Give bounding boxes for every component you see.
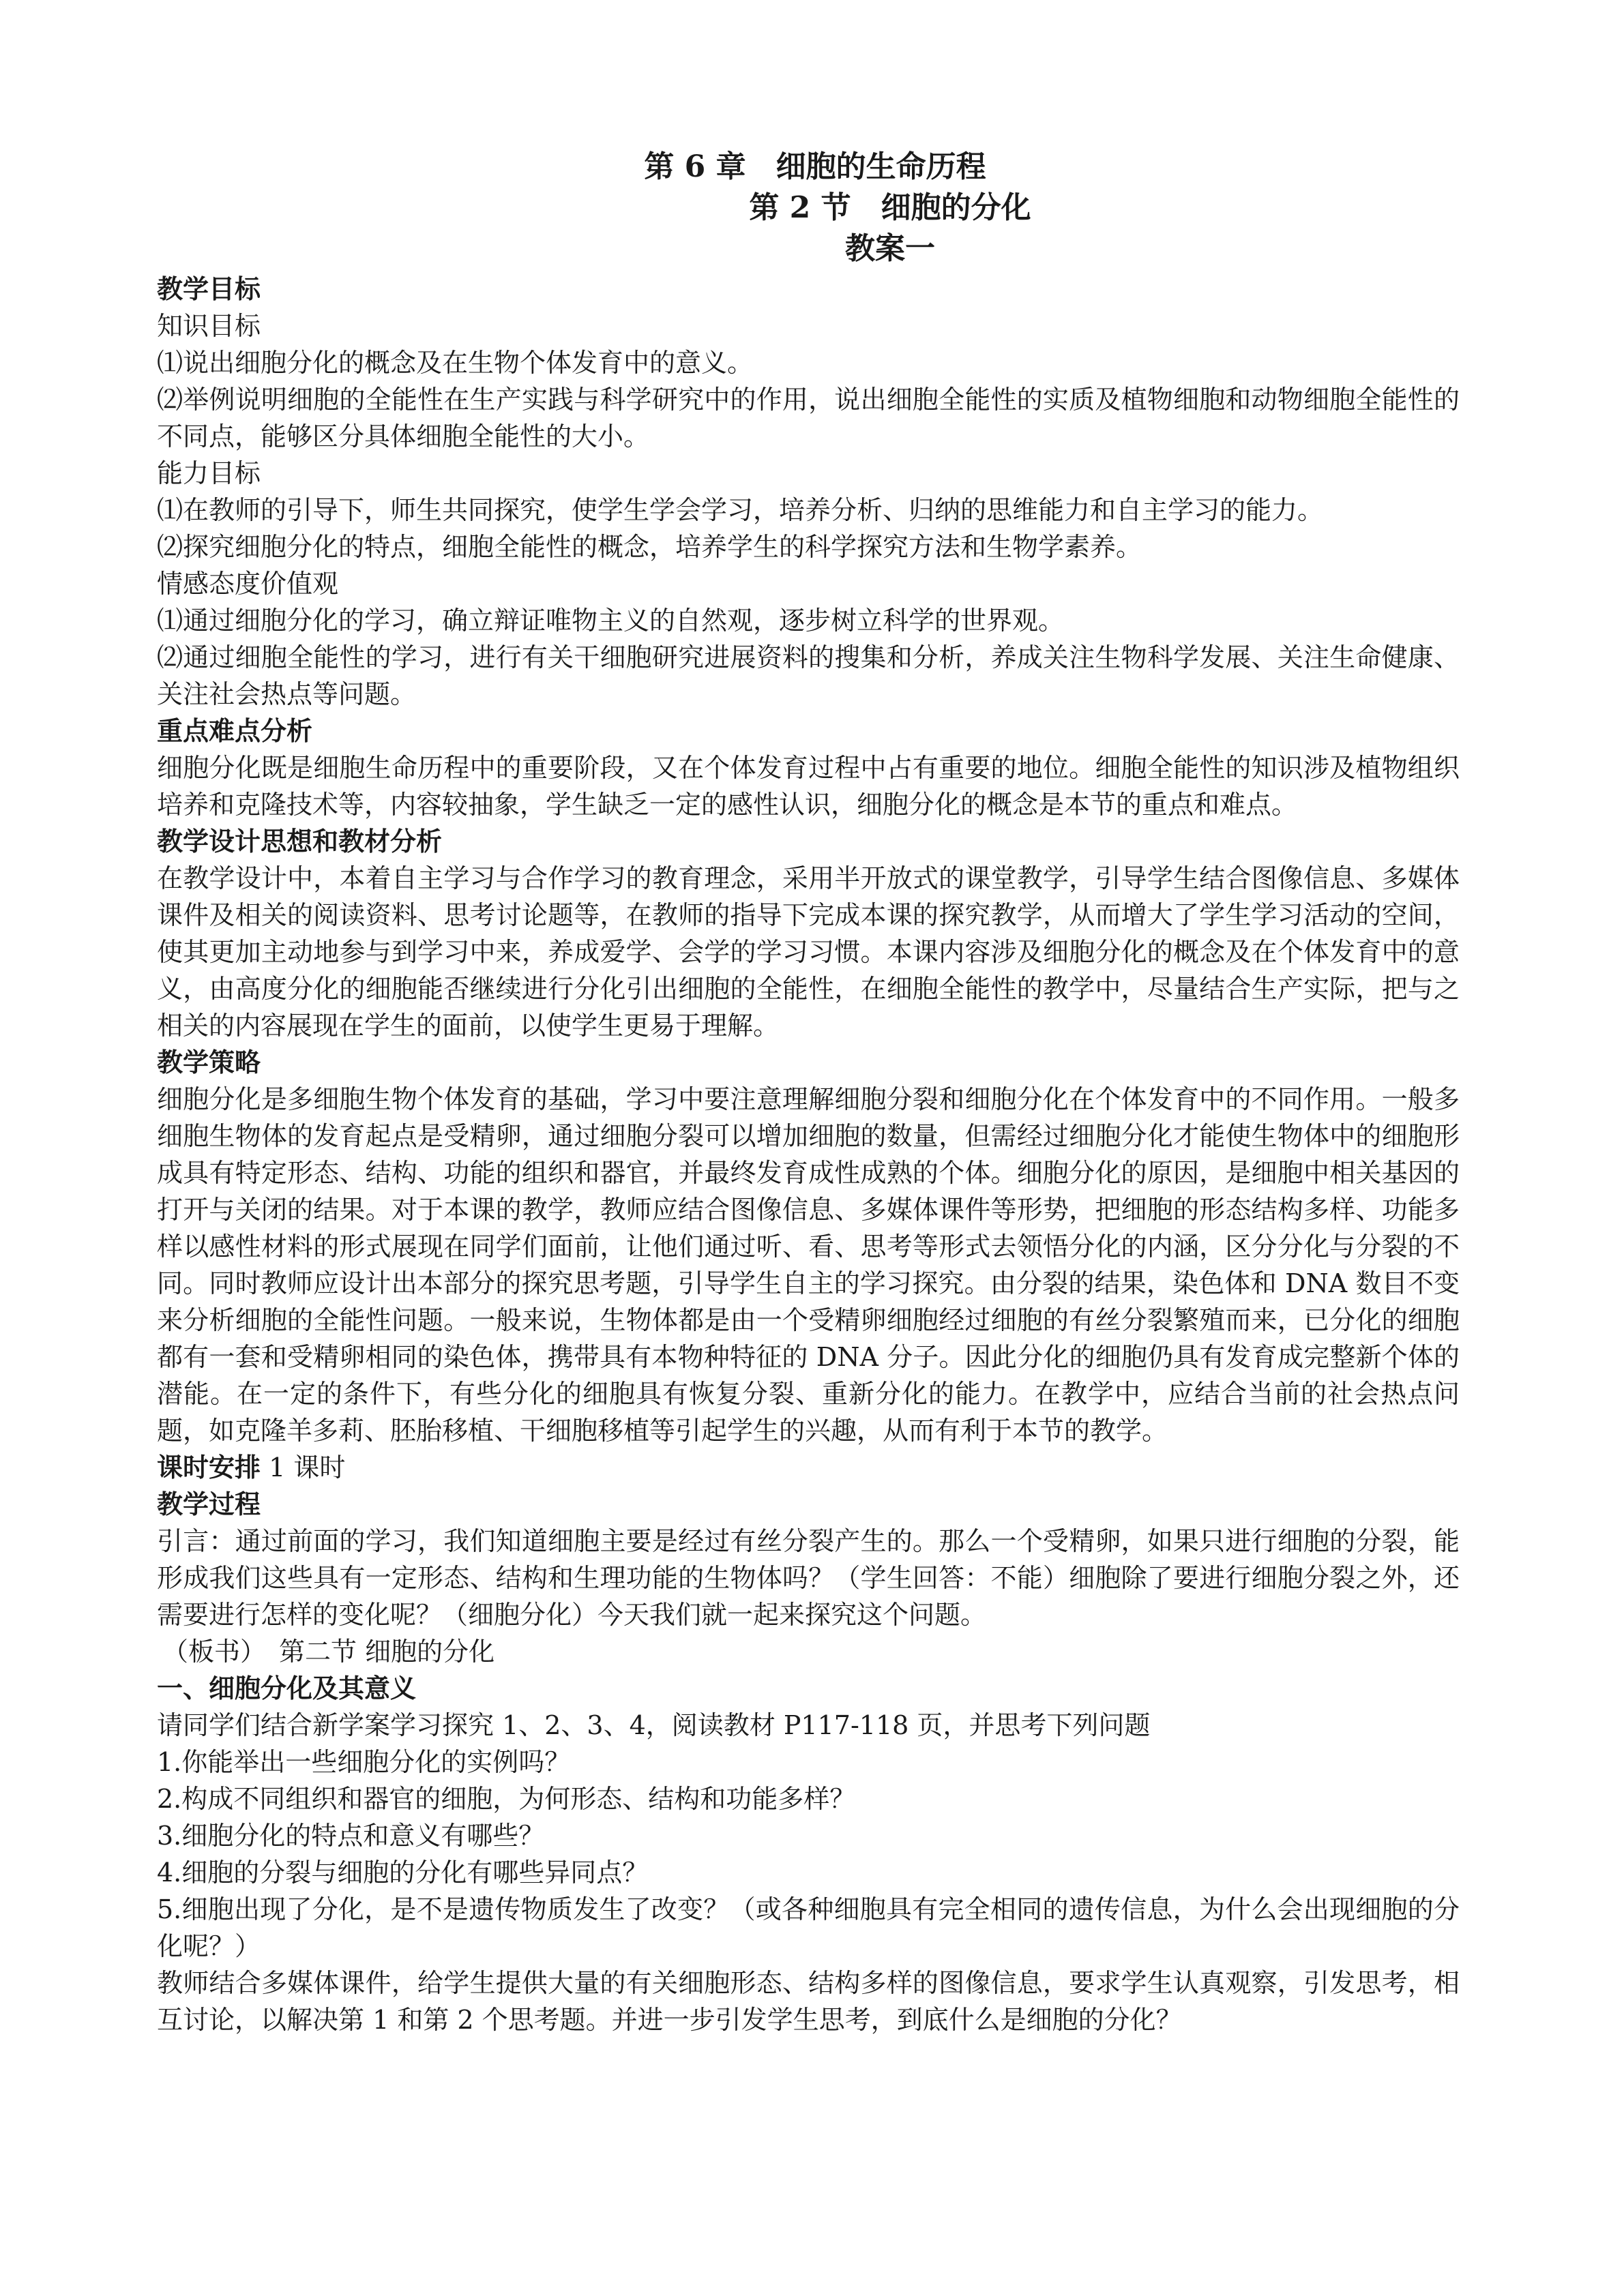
- knowledge-goal-item: ⑵举例说明细胞的全能性在生产实践与科学研究中的作用，说出细胞全能性的实质及植物细胞和动物细胞全能性的不同点，能够区分具体细胞全能性的大小。: [157, 385, 1460, 451]
- key-points-text: 细胞分化既是细胞生命历程中的重要阶段，又在个体发育过程中占有重要的地位。细胞全能性的知识涉及植物组织培养和克隆技术等，内容较抽象，学生缺乏一定的感性认识，细胞分化的概念是本节的重点和难点。: [157, 753, 1460, 820]
- knowledge-goal-item: ⑴说出细胞分化的概念及在生物个体发育中的意义。: [157, 348, 754, 378]
- process-intro: 引言：通过前面的学习，我们知道细胞主要是经过有丝分裂产生的。那么一个受精卵，如果只进行细胞的分裂，能形成我们这些具有一定形态、结构和生理功能的生物体吗？（学生回答：不能）细胞除了要进行细胞分裂之外，还需要进行怎样的变化呢？（细胞分化）今天我们就一起来探究这个问题。: [157, 1526, 1460, 1630]
- question-item: 5.细胞出现了分化，是不是遗传物质发生了改变？（或各种细胞具有完全相同的遗传信息，为什么会出现细胞的分化呢？）: [157, 1894, 1460, 1961]
- board-writing: （板书） 第二节 细胞的分化: [162, 1637, 495, 1667]
- ability-goal-item: ⑵探究细胞分化的特点，细胞全能性的概念，培养学生的科学探究方法和生物学素养。: [157, 532, 1142, 562]
- chapter-title: 第 6 章 细胞的生命历程: [644, 149, 986, 184]
- question-item: 1.你能举出一些细胞分化的实例吗？: [157, 1747, 571, 1777]
- emotion-goal-item: ⑴通过细胞分化的学习，确立辩证唯物主义的自然观，逐步树立科学的世界观。: [157, 606, 1065, 636]
- schedule-heading: 课时安排: [157, 1452, 261, 1482]
- process-heading: 教学过程: [157, 1489, 261, 1519]
- strategy-heading: 教学策略: [157, 1047, 261, 1077]
- emotion-goals-label: 情感态度价值观: [157, 569, 339, 599]
- ability-goals-label: 能力目标: [157, 458, 261, 488]
- part1-lead: 请同学们结合新学案学习探究 1、2、3、4，阅读教材 P117-118 页，并思考下列问题: [157, 1710, 1151, 1740]
- question-item: 4.细胞的分裂与细胞的分化有哪些异同点？: [157, 1858, 649, 1888]
- design-text: 在教学设计中，本着自主学习与合作学习的教育理念，采用半开放式的课堂教学，引导学生结合图像信息、多媒体课件及相关的阅读资料、思考讨论题等，在教师的指导下完成本课的探究教学，从而增大了学生学习活动的空间，使其更加主动地参与到学习中来，养成爱学、会学的学习习惯。本课内容涉及细胞分化的概念及在个体发育中的意义，由高度分化的细胞能否继续进行分化引出细胞的全能性，在细胞全能性的教学中，尽量结合生产实际，把与之相关的内容展现在学生的面前，以使学生更易于理解。: [157, 863, 1460, 1041]
- design-heading: 教学设计思想和教材分析: [157, 826, 443, 856]
- teaching-goals-heading: 教学目标: [157, 273, 261, 304]
- strategy-text: 细胞分化是多细胞生物个体发育的基础，学习中要注意理解细胞分裂和细胞分化在个体发育中的不同作用。一般多细胞生物体的发育起点是受精卵，通过细胞分裂可以增加细胞的数量，但需经过细胞分化才能使生物体中的细胞形成具有特定形态、结构、功能的组织和器官，并最终发育成性成熟的个体。细胞分化的原因，是细胞中相关基因的打开与关闭的结果。对于本课的教学，教师应结合图像信息、多媒体课件等形势，把细胞的形态结构多样、功能多样以感性材料的形式展现在同学们面前，让他们通过听、看、思考等形式去领悟分化的内涵，区分分化与分裂的不同。同时教师应设计出本部分的探究思考题，引导学生自主的学习探究。由分裂的结果，染色体和 DNA 数目不变来分析细胞的全能性问题。一般来说，生物体都是由一个受精卵细胞经过细胞的有丝分裂繁殖而来，已分化的细胞都有一套和受精卵相同的染色体，携带具有本物种特征的 DNA 分子。因此分化的细胞仍具有发育成完整新个体的潜能。在一定的条件下，有些分化的细胞具有恢复分裂、重新分化的能力。在教学中，应结合当前的社会热点问题，如克隆羊多莉、胚胎移植、干细胞移植等引起学生的兴趣，从而有利于本节的教学。: [157, 1084, 1460, 1446]
- document-page: [157, 147, 1460, 2038]
- part1-heading: 一、细胞分化及其意义: [157, 1673, 417, 1703]
- emotion-goal-item: ⑵通过细胞全能性的学习，进行有关干细胞研究进展资料的搜集和分析，养成关注生物科学发展、关注生命健康、关注社会热点等问题。: [157, 642, 1460, 709]
- process-closing: 教师结合多媒体课件，给学生提供大量的有关细胞形态、结构多样的图像信息，要求学生认真观察，引发思考，相互讨论，以解决第 1 和第 2 个思考题。并进一步引发学生思考，到底什么是细胞的分化？: [157, 1968, 1460, 2035]
- question-item: 2.构成不同组织和器官的细胞，为何形态、结构和功能多样？: [157, 1784, 856, 1814]
- question-item: 3.细胞分化的特点和意义有哪些？: [157, 1821, 545, 1851]
- ability-goal-item: ⑴在教师的引导下，师生共同探究，使学生学会学习，培养分析、归纳的思维能力和自主学习的能力。: [157, 495, 1324, 525]
- key-points-heading: 重点难点分析: [157, 715, 313, 746]
- schedule-line: [157, 1449, 1460, 1486]
- plan-title: 教案一: [845, 231, 935, 266]
- knowledge-goals-label: 知识目标: [157, 311, 261, 341]
- schedule-value: 1 课时: [261, 1452, 346, 1482]
- section-title: 第 2 节 细胞的分化: [749, 190, 1031, 225]
